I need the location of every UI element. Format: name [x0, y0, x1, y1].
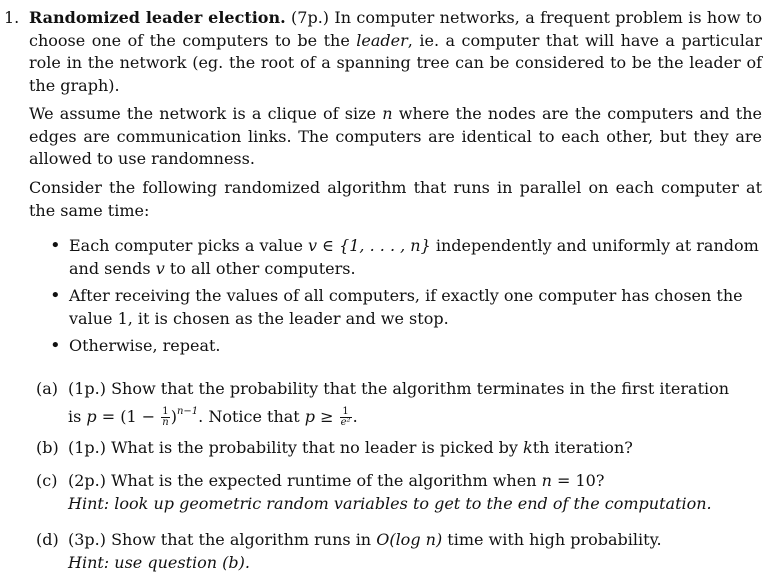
subquestion-c-eq: = 10?	[551, 471, 605, 490]
a-eq: = (1 −	[96, 406, 161, 426]
subquestion-a-text: Show that the probability that the algorithm terminates in the first iteration	[106, 379, 730, 398]
subquestion-a-tag: (a)	[36, 379, 59, 398]
a-fraction	[161, 407, 169, 428]
step2-math-one: 1	[117, 308, 128, 328]
para2-text-b: where the nodes are the computers and the edges are communication links. The computers are identical to each other, but they are allowed to use randomness.	[29, 104, 762, 168]
subquestion-c-points: (2p.)	[68, 471, 106, 490]
step3-text: Otherwise, repeat.	[69, 336, 221, 355]
subquestion-b-points: (1p.)	[68, 438, 106, 457]
subquestion-d-hint: Hint: use question (b).	[68, 552, 250, 572]
a-frac-num: 1	[162, 405, 169, 417]
subquestion-c-text-a: What is the expected runtime of the algorithm when	[106, 471, 542, 490]
problem-title: Randomized leader election.	[29, 8, 286, 27]
problem-intro	[29, 7, 762, 97]
a-frac2-den: e²	[340, 416, 351, 428]
subquestion-b	[36, 437, 762, 460]
subquestion-c	[36, 470, 762, 515]
subquestion-b-math-k: k	[523, 438, 533, 457]
subquestion-d-tag: (d)	[36, 530, 59, 549]
subquestion-c-tag: (c)	[36, 471, 58, 490]
step2-text-a: After receiving the values of all computers, if exactly one computer has chosen the value	[69, 286, 743, 328]
problem-points: (7p.)	[291, 8, 330, 27]
algorithm-step	[50, 335, 762, 358]
a-fraction-2	[340, 407, 352, 428]
subquestion-a-formula-line	[36, 401, 762, 429]
step2-text-b: , it is chosen as the leader and we stop.	[127, 308, 449, 328]
a-exponent: n−1	[176, 405, 199, 417]
algorithm-intro: Consider the following randomized algorithm that runs in parallel on each computer at the same time:	[29, 178, 762, 220]
subquestion-d-math: O(log n)	[376, 530, 443, 549]
subquestion-d-text-a: Show that the algorithm runs in	[106, 530, 377, 549]
subquestion-b-text-a: What is the probability that no leader is picked by	[106, 438, 524, 457]
subquestion-c-hint: Hint: look up geometric random variables to get to the end of the computation.	[68, 493, 712, 513]
intro-leader-term: leader	[356, 30, 408, 50]
algorithm-step	[50, 235, 762, 280]
subquestion-c-math-n: n	[541, 471, 552, 490]
a-notice: . Notice that	[198, 406, 305, 426]
a-close: )	[170, 406, 177, 426]
step1-math-v: v	[155, 258, 165, 278]
para2-math-n: n	[382, 104, 393, 123]
a-math-p2: p	[304, 406, 316, 426]
a-frac2-num: 1	[340, 407, 352, 418]
clique-paragraph	[29, 103, 762, 171]
a-is: is	[68, 406, 87, 426]
subquestion-d	[36, 529, 762, 574]
a-math-p: p	[86, 406, 97, 426]
subquestion-a-points: (1p.)	[68, 379, 106, 398]
intro-text-b: , ie. a computer that will have a particular role in the network (eg. the root of a spanning tree can be considered to be the leader of the graph).	[29, 30, 762, 95]
step1-math-set: v ∈ {1, . . . , n}	[308, 236, 431, 255]
a-end: .	[352, 406, 358, 426]
problem-number: 1.	[4, 8, 20, 27]
a-frac-den: n	[162, 416, 169, 428]
intro-text-a: In computer networks, a frequent problem is how to choose one of the computers to be the	[29, 8, 762, 50]
subquestion-b-tag: (b)	[36, 438, 59, 457]
a-ge: ≥	[315, 406, 339, 426]
step1-text-a: Each computer picks a value	[69, 236, 309, 255]
subquestion-b-text-b: th iteration?	[532, 438, 633, 457]
para2-text-a: We assume the network is a clique of size	[29, 104, 383, 123]
subquestion-a	[36, 378, 762, 428]
algorithm-steps	[50, 235, 762, 363]
subquestion-d-text-b: time with high probability.	[442, 530, 662, 549]
algorithm-step	[50, 285, 762, 330]
step1-text-c: to all other computers.	[164, 258, 356, 278]
step1-text-b: independently and uniformly at random and sends	[69, 236, 759, 278]
subquestion-d-points: (3p.)	[68, 530, 106, 549]
